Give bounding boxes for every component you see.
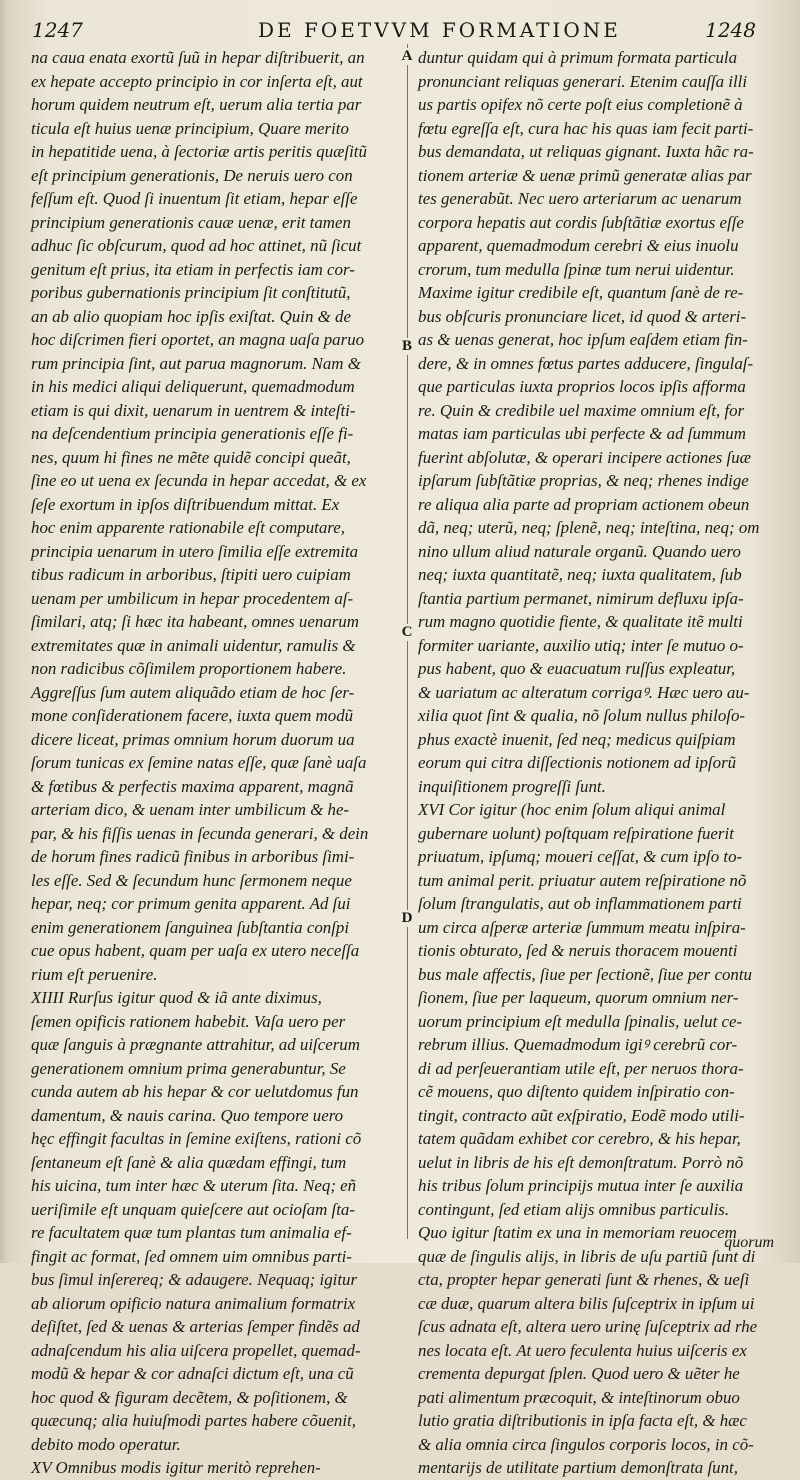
margin-letter-c: C <box>396 624 418 641</box>
text-line: debito modo operatur. <box>31 1434 181 1454</box>
folio-left: 1247 <box>32 18 83 42</box>
page-gutter-shadow <box>0 0 8 1263</box>
text-line: as & uenas generat, hoc ipſum eaſdem etiam fin- <box>418 330 748 349</box>
right-column <box>418 46 780 1480</box>
text-line: bus ſimul inſerereq; & adaugere. Nequaq; igitur <box>31 1270 358 1289</box>
text-line: tatem quãdam exhibet cor cerebro, & his hepar, <box>418 1129 741 1148</box>
text-line: dere, & in omnes fœtus partes adducere, ſingulaſ- <box>418 353 754 373</box>
text-line: formiter uariante, auxilio utiq; inter ſe mutuo o- <box>418 635 744 655</box>
text-line: tum animal perit. priuatur autem reſpiratione nõ <box>418 870 747 890</box>
text-line: phus exactè inuenit, ſed neq; medicus quiſpiam <box>418 729 736 749</box>
page-header <box>0 18 800 48</box>
running-title: DE FOETVVM FORMATIONE <box>258 18 621 42</box>
text-line: Aggreſſus ſum autem aliquãdo etiam de hoc ſer- <box>31 682 355 702</box>
text-line: uelut in libris de his eſt demonſtratum. Porrò nõ <box>418 1152 744 1172</box>
text-line: cẽ mouens, quo diſtento quidem inſpiratio con- <box>418 1082 735 1101</box>
text-line: XIIII Rurſus igitur quod & iã ante diximus, <box>31 988 322 1007</box>
text-line: dã, neq; uterũ, neq; ſplenẽ, neq; inteſtina, neq; om <box>418 518 760 537</box>
text-line: apparent, quemadmodum cerebri & eius inuolu <box>418 236 739 255</box>
text-line: adhuc ſic obſcurum, quod ad hoc attinet, nũ ſicut <box>31 236 362 255</box>
text-line: re facultatem quæ tum plantas tum animalia ef- <box>31 1223 352 1242</box>
text-line: corpora hepatis aut cordis ſubſtãtiæ exortus eſſe <box>418 212 744 232</box>
text-line: eſt principium generationis, De neruis uero con <box>31 165 353 185</box>
text-line: rium eſt peruenire. <box>31 964 158 984</box>
text-line: genitum eſt prius, ita etiam in perfectis iam cor- <box>31 259 355 279</box>
text-line: dicere liceat, primas omnium horum duorum ua <box>31 729 355 749</box>
left-column <box>31 46 393 1480</box>
text-line: & fœtibus & perfectis maxima apparent, magnã <box>31 776 354 796</box>
text-line: bus male affectis, ſiue per ſectionẽ, ſiue per contu <box>418 964 752 984</box>
text-line: ſemen opificis rationem habebit. Vaſa uero per <box>31 1011 346 1031</box>
text-line: par, & his fiſſis uenas in ſecunda generari, & dein <box>31 823 369 843</box>
text-line: nino ullum aliud naturale organũ. Quando uero <box>418 541 741 561</box>
text-line: tes generabũt. Nec uero arteriarum ac uenarum <box>418 189 742 208</box>
text-line: ſionem, ſiue per laqueum, quorum omnium ner- <box>418 988 739 1007</box>
text-line: priuatum, ipſumq; moueri ceſſat, & cum ipſo to- <box>418 847 743 866</box>
text-line: generationem omnium prima generabuntur, Se <box>31 1058 346 1078</box>
text-line: non radicibus cõſimilem proportionem habere. <box>31 659 347 678</box>
text-line: damentum, & nauis carina. Quo tempore uero <box>31 1105 344 1125</box>
text-line: re aliqua alia parte ad propriam actionem obeun <box>418 494 750 514</box>
text-line: adnaſcendum his alia uiſcera propellet, quemad- <box>31 1340 361 1360</box>
text-line: gubernare uolunt) poſtquam reſpiratione fuerit <box>418 823 734 843</box>
text-line: matas iam particulas ubi perfecte & ad ſummum <box>418 424 746 443</box>
text-line: hoc enim apparente rationabile eſt computare, <box>31 518 345 537</box>
text-line: pronunciant reliquas generari. Etenim cauſſa illi <box>418 71 748 91</box>
text-line: inquiſitionem progreſſi ſunt. <box>418 776 606 796</box>
text-line: Quo igitur ſtatim ex una in memoriam reuocem <box>418 1223 737 1242</box>
text-line: tionem arteriæ & uenæ primũ generatæ alias par <box>418 165 752 185</box>
text-line: feſſum eſt. Quod ſi inuentum ſit etiam, hepar eſſe <box>31 189 358 208</box>
text-line: mentarijs de utilitate partium demonſtrata ſunt, <box>418 1458 738 1477</box>
text-line: ex hepate accepto principio in cor inſerta eſt, aut <box>31 71 363 91</box>
text-line: & alia omnia circa ſingulos corporis locos, in cõ- <box>418 1434 754 1454</box>
text-line: na caua enata exortũ ſuũ in hepar diſtribuerit, an <box>31 48 365 67</box>
text-line: principium generationis cauæ uenæ, erit tamen <box>31 212 351 232</box>
text-line: tibus radicum in arboribus, ſtipiti uero cuipiam <box>31 565 351 584</box>
text-line: & uariatum ac alteratum corrigaꝰ. Hæc uero au- <box>418 682 750 702</box>
text-line: ab aliorum opificio natura animalium formatrix <box>31 1293 356 1313</box>
text-line: les eſſe. Sed & ſecundum hunc ſermonem neque <box>31 870 352 890</box>
text-line: XV Omnibus modis igitur meritò reprehen- <box>31 1458 321 1477</box>
text-line: arteriam dico, & uenam inter umbilicum & he- <box>31 800 350 819</box>
text-line: contingunt, ſed etiam alijs omnibus particulis. <box>418 1199 730 1219</box>
text-line: nes locata eſt. At uero feculenta huius uiſceris ex <box>418 1340 747 1360</box>
text-line: rum magno quotidie fiente, & qualitate itẽ multi <box>418 612 743 631</box>
text-line: principia uenarum in utero ſimilia eſſe extremita <box>31 541 359 561</box>
text-line: cunda autem ab his hepar & cor uelutdomus fun <box>31 1082 359 1101</box>
text-line: de horum fines radicũ finibus in arboribus ſimi- <box>31 847 355 866</box>
text-line: fœtu egreſſa eſt, cura hac his quas iam fecit parti- <box>418 118 754 138</box>
text-line: xilia quot ſint & qualia, nõ ſolum nullus philoſo- <box>418 706 746 725</box>
text-line: deſiſtet, ſed & uenas & arterias ſemper findẽs ad <box>31 1317 360 1336</box>
text-line: ſine eo ut uena ex ſecunda in hepar accedat, & ex <box>31 471 367 490</box>
text-line: quæ ſanguis à prægnante attrahitur, ad uiſcerum <box>31 1035 360 1054</box>
text-line: ipſarum ſubſtãtiæ proprias, & neq; rhenes indige <box>418 471 749 490</box>
text-line: crementa depurgat ſplen. Quod uero & uẽter he <box>418 1364 740 1383</box>
text-line: ſeſe exortum in ipſos diſtribuendum mittat. Ex <box>31 494 340 514</box>
text-line: ſcus adnata eſt, altera uero urinę ſuſceptrix ad rhe <box>418 1317 758 1336</box>
text-line: bus obſcuris pronunciare licet, id quod & arteri- <box>418 306 747 326</box>
text-line: in hepatitide uena, à ſectoriæ artis peritis quæſitũ <box>31 142 367 161</box>
text-line: eorum qui citra diſſectionis notionem ad ipſorũ <box>418 753 737 772</box>
text-line: cæ duæ, quarum altera bilis ſuſceptrix in ipſum ui <box>418 1293 755 1313</box>
text-line: di ad perſeuerantiam utile eſt, per neruos thora- <box>418 1058 744 1078</box>
text-line: pus habent, quo & euacuatum ruſſus expleatur, <box>418 659 736 678</box>
text-line: ſtantia partium permanet, nimirum defluxu ipſa- <box>418 588 744 608</box>
text-line: rum principia ſint, aut parua magnorum. Nam & <box>31 353 361 373</box>
text-line: us partis opifex nõ certe poſt eius completionẽ à <box>418 95 743 114</box>
text-line: tionis obturato, ſed & neruis thoracem mouenti <box>418 941 738 960</box>
text-line: re. Quin & credibile uel maxime omnium eſt, for <box>418 400 745 420</box>
text-line: extremitates quæ in animali uidentur, ramulis & <box>31 635 356 655</box>
text-line: his tribus ſolum principijs mutua inter ſe auxilia <box>418 1176 744 1195</box>
text-line: poribus gubernationis principium ſit conſtitutũ, <box>31 283 351 302</box>
text-line: fingit ac format, ſed omnem uim omnibus parti- <box>31 1246 352 1266</box>
text-line: rebrum illius. Quemadmodum igiꝰ cerebrũ cor- <box>418 1035 738 1054</box>
margin-letter-d: D <box>396 910 418 927</box>
text-line: ſolum ſtrangulatis, aut ob inflammationem parti <box>418 894 742 913</box>
text-line: his uicina, tum inter hæc & uterum ſita. Neq; eñ <box>31 1176 357 1195</box>
text-line: ſentaneum eſt ſanè & alia quædam effingi, tum <box>31 1152 347 1172</box>
text-line: pati alimentum præcoquit, & inteſtinorum obuo <box>418 1387 740 1407</box>
text-line: in his medici aliqui deliquerunt, quemadmodum <box>31 377 355 396</box>
margin-letter-a: A <box>396 48 418 65</box>
text-line: hęc effingit facultas in ſemine exiſtens, rationi cõ <box>31 1129 362 1148</box>
text-line: uenam per umbilicum in hepar procedentem aſ- <box>31 588 354 608</box>
text-line: an ab alio quopiam hoc ipſis exiſtat. Quin & de <box>31 306 351 326</box>
text-line: ticula eſt huius uenæ principium, Quare merito <box>31 118 349 138</box>
text-line: lutio gratia diſtributionis in ipſa facta eſt, & hæc <box>418 1411 747 1430</box>
text-line: hoc diſcrimen fieri oportet, an magna uaſa paruo <box>31 330 365 349</box>
text-line: horum quidem neutrum eſt, uerum alia tertia par <box>31 95 362 114</box>
text-line: nes, quum hi fines ne mẽte quidẽ concipi queãt, <box>31 447 351 467</box>
text-line: uorum principium eſt medulla ſpinalis, uelut ce- <box>418 1011 743 1031</box>
text-line: enim generationem ſanguinea ſubſtantia conſpi <box>31 917 350 937</box>
folio-right: 1248 <box>705 18 756 42</box>
text-line: tingit, contracto aũt exſpiratio, Eodẽ modo utili- <box>418 1105 745 1125</box>
text-line: quæcunq; alia huiuſmodi partes habere cõuenit, <box>31 1411 356 1430</box>
text-line: um circa aſperæ arteriæ ſummum meatu inſpira- <box>418 917 746 937</box>
text-line: neq; iuxta quantitatẽ, neq; iuxta qualitatem, ſub <box>418 565 742 584</box>
text-line: XVI Cor igitur (hoc enim ſolum aliqui animal <box>418 800 726 819</box>
text-line: crorum, tum medulla ſpinæ tum nerui uidentur. <box>418 259 735 279</box>
text-line: mone conſiderationem facere, iuxta quem modũ <box>31 706 354 725</box>
text-line: modũ & hepar & cor adnaſci dictum eſt, una cũ <box>31 1364 354 1383</box>
text-line: cta, propter hepar generati ſunt & rhenes, & ueſi <box>418 1270 750 1289</box>
text-line: duntur quidam qui à primum formata particula <box>418 48 738 67</box>
text-line: que particulas iuxta proprios locos ipſis afforma <box>418 377 746 396</box>
text-line: etiam is qui dixit, uenarum in uentrem & inteſti- <box>31 400 356 420</box>
text-line: ſimilari, atq; ſi hæc ita habeant, omnes uenarum <box>31 612 359 631</box>
text-line: quæ de ſingulis alijs, in libris de uſu partiũ ſunt di <box>418 1246 756 1266</box>
margin-letter-b: B <box>396 338 418 355</box>
catchword: quorum <box>724 1234 774 1251</box>
text-line: fuerint abſolutæ, & operari incipere actiones ſuæ <box>418 447 751 467</box>
text-line: bus demandata, ut reliquas gignant. Iuxta hãc ra- <box>418 142 754 161</box>
column-rule <box>407 44 408 1239</box>
text-line: Maxime igitur credibile eſt, quantum ſanè de re- <box>418 283 744 302</box>
text-line: ſorum tunicas ex ſemine natas eſſe, quæ ſanè uaſa <box>31 753 367 772</box>
text-line: cue opus habent, quam per uaſa ex utero neceſſa <box>31 941 360 960</box>
text-line: hepar, neq; cor primum genita apparent. Ad ſui <box>31 894 351 913</box>
text-line: hoc quod & figuram decẽtem, & poſitionem, & <box>31 1387 348 1407</box>
text-line: ueriſimile eſt unquam quieſcere aut ocioſam ſta- <box>31 1199 355 1219</box>
text-line: na deſcendentium principia generationis eſſe fi- <box>31 424 354 443</box>
